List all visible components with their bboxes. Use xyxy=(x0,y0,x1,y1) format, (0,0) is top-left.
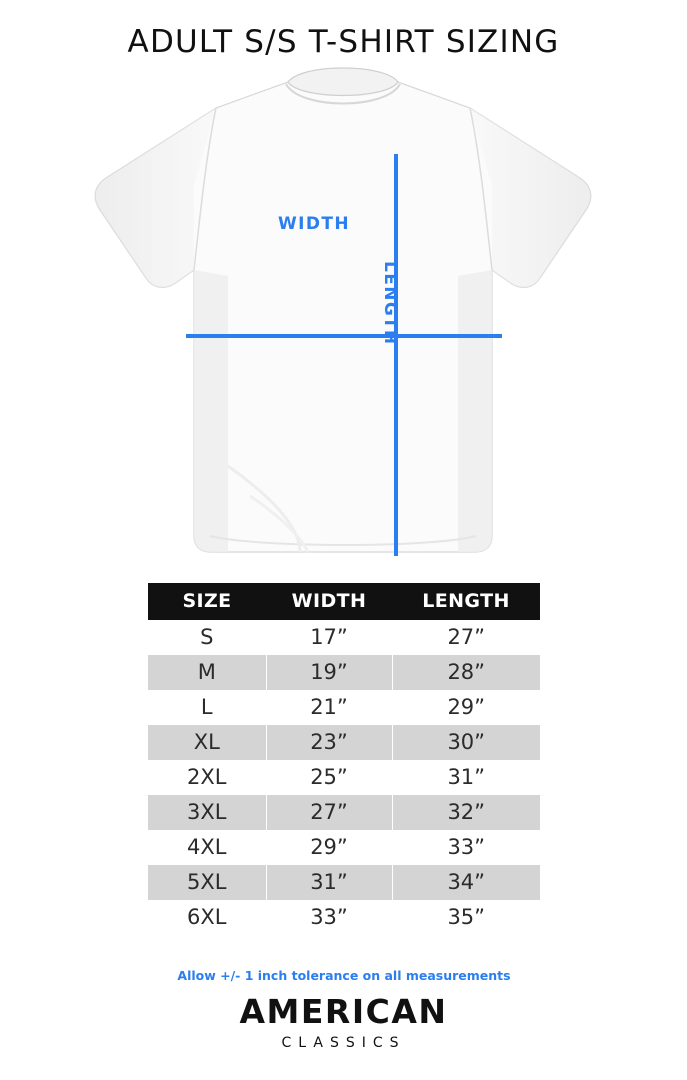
tolerance-note: Allow +/- 1 inch tolerance on all measurements xyxy=(177,968,511,983)
cell-width: 31” xyxy=(266,865,392,900)
header-size: SIZE xyxy=(148,583,266,620)
table-header-row xyxy=(148,583,540,620)
cell-length: 29” xyxy=(392,690,540,725)
cell-length: 27” xyxy=(392,620,540,655)
cell-width: 33” xyxy=(266,900,392,935)
cell-size: M xyxy=(148,655,266,690)
cell-length: 32” xyxy=(392,795,540,830)
table-row xyxy=(148,655,540,690)
cell-length: 31” xyxy=(392,760,540,795)
table-row xyxy=(148,900,540,935)
brand-subtitle: CLASSICS xyxy=(281,1035,406,1051)
cell-size: 5XL xyxy=(148,865,266,900)
cell-length: 34” xyxy=(392,865,540,900)
size-table-container xyxy=(148,583,540,983)
brand-footer xyxy=(0,992,687,1051)
cell-width: 25” xyxy=(266,760,392,795)
shirt-collar xyxy=(288,68,398,96)
cell-length: 30” xyxy=(392,725,540,760)
cell-width: 29” xyxy=(266,830,392,865)
cell-size: 3XL xyxy=(148,795,266,830)
cell-length: 28” xyxy=(392,655,540,690)
shirt-left-shade xyxy=(194,270,228,552)
table-row xyxy=(148,690,540,725)
cell-width: 21” xyxy=(266,690,392,725)
shirt-right-shade xyxy=(458,270,492,552)
table-row xyxy=(148,865,540,900)
cell-width: 17” xyxy=(266,620,392,655)
cell-size: XL xyxy=(148,725,266,760)
table-row xyxy=(148,795,540,830)
header-length: LENGTH xyxy=(392,583,540,620)
size-table xyxy=(148,583,540,935)
cell-size: 2XL xyxy=(148,760,266,795)
cell-width: 19” xyxy=(266,655,392,690)
tshirt-illustration xyxy=(0,66,687,556)
cell-size: 6XL xyxy=(148,900,266,935)
table-row xyxy=(148,725,540,760)
length-label: LENGTH xyxy=(380,261,400,346)
cell-length: 35” xyxy=(392,900,540,935)
cell-size: S xyxy=(148,620,266,655)
width-label: WIDTH xyxy=(278,214,351,234)
cell-size: L xyxy=(148,690,266,725)
cell-width: 23” xyxy=(266,725,392,760)
table-row xyxy=(148,620,540,655)
header-width: WIDTH xyxy=(266,583,392,620)
cell-length: 33” xyxy=(392,830,540,865)
table-row xyxy=(148,830,540,865)
brand-name: AMERICAN xyxy=(239,992,448,1031)
cell-width: 27” xyxy=(266,795,392,830)
table-row xyxy=(148,760,540,795)
page-title: ADULT S/S T-SHIRT SIZING xyxy=(127,24,560,60)
cell-size: 4XL xyxy=(148,830,266,865)
shirt-diagram xyxy=(0,66,687,556)
